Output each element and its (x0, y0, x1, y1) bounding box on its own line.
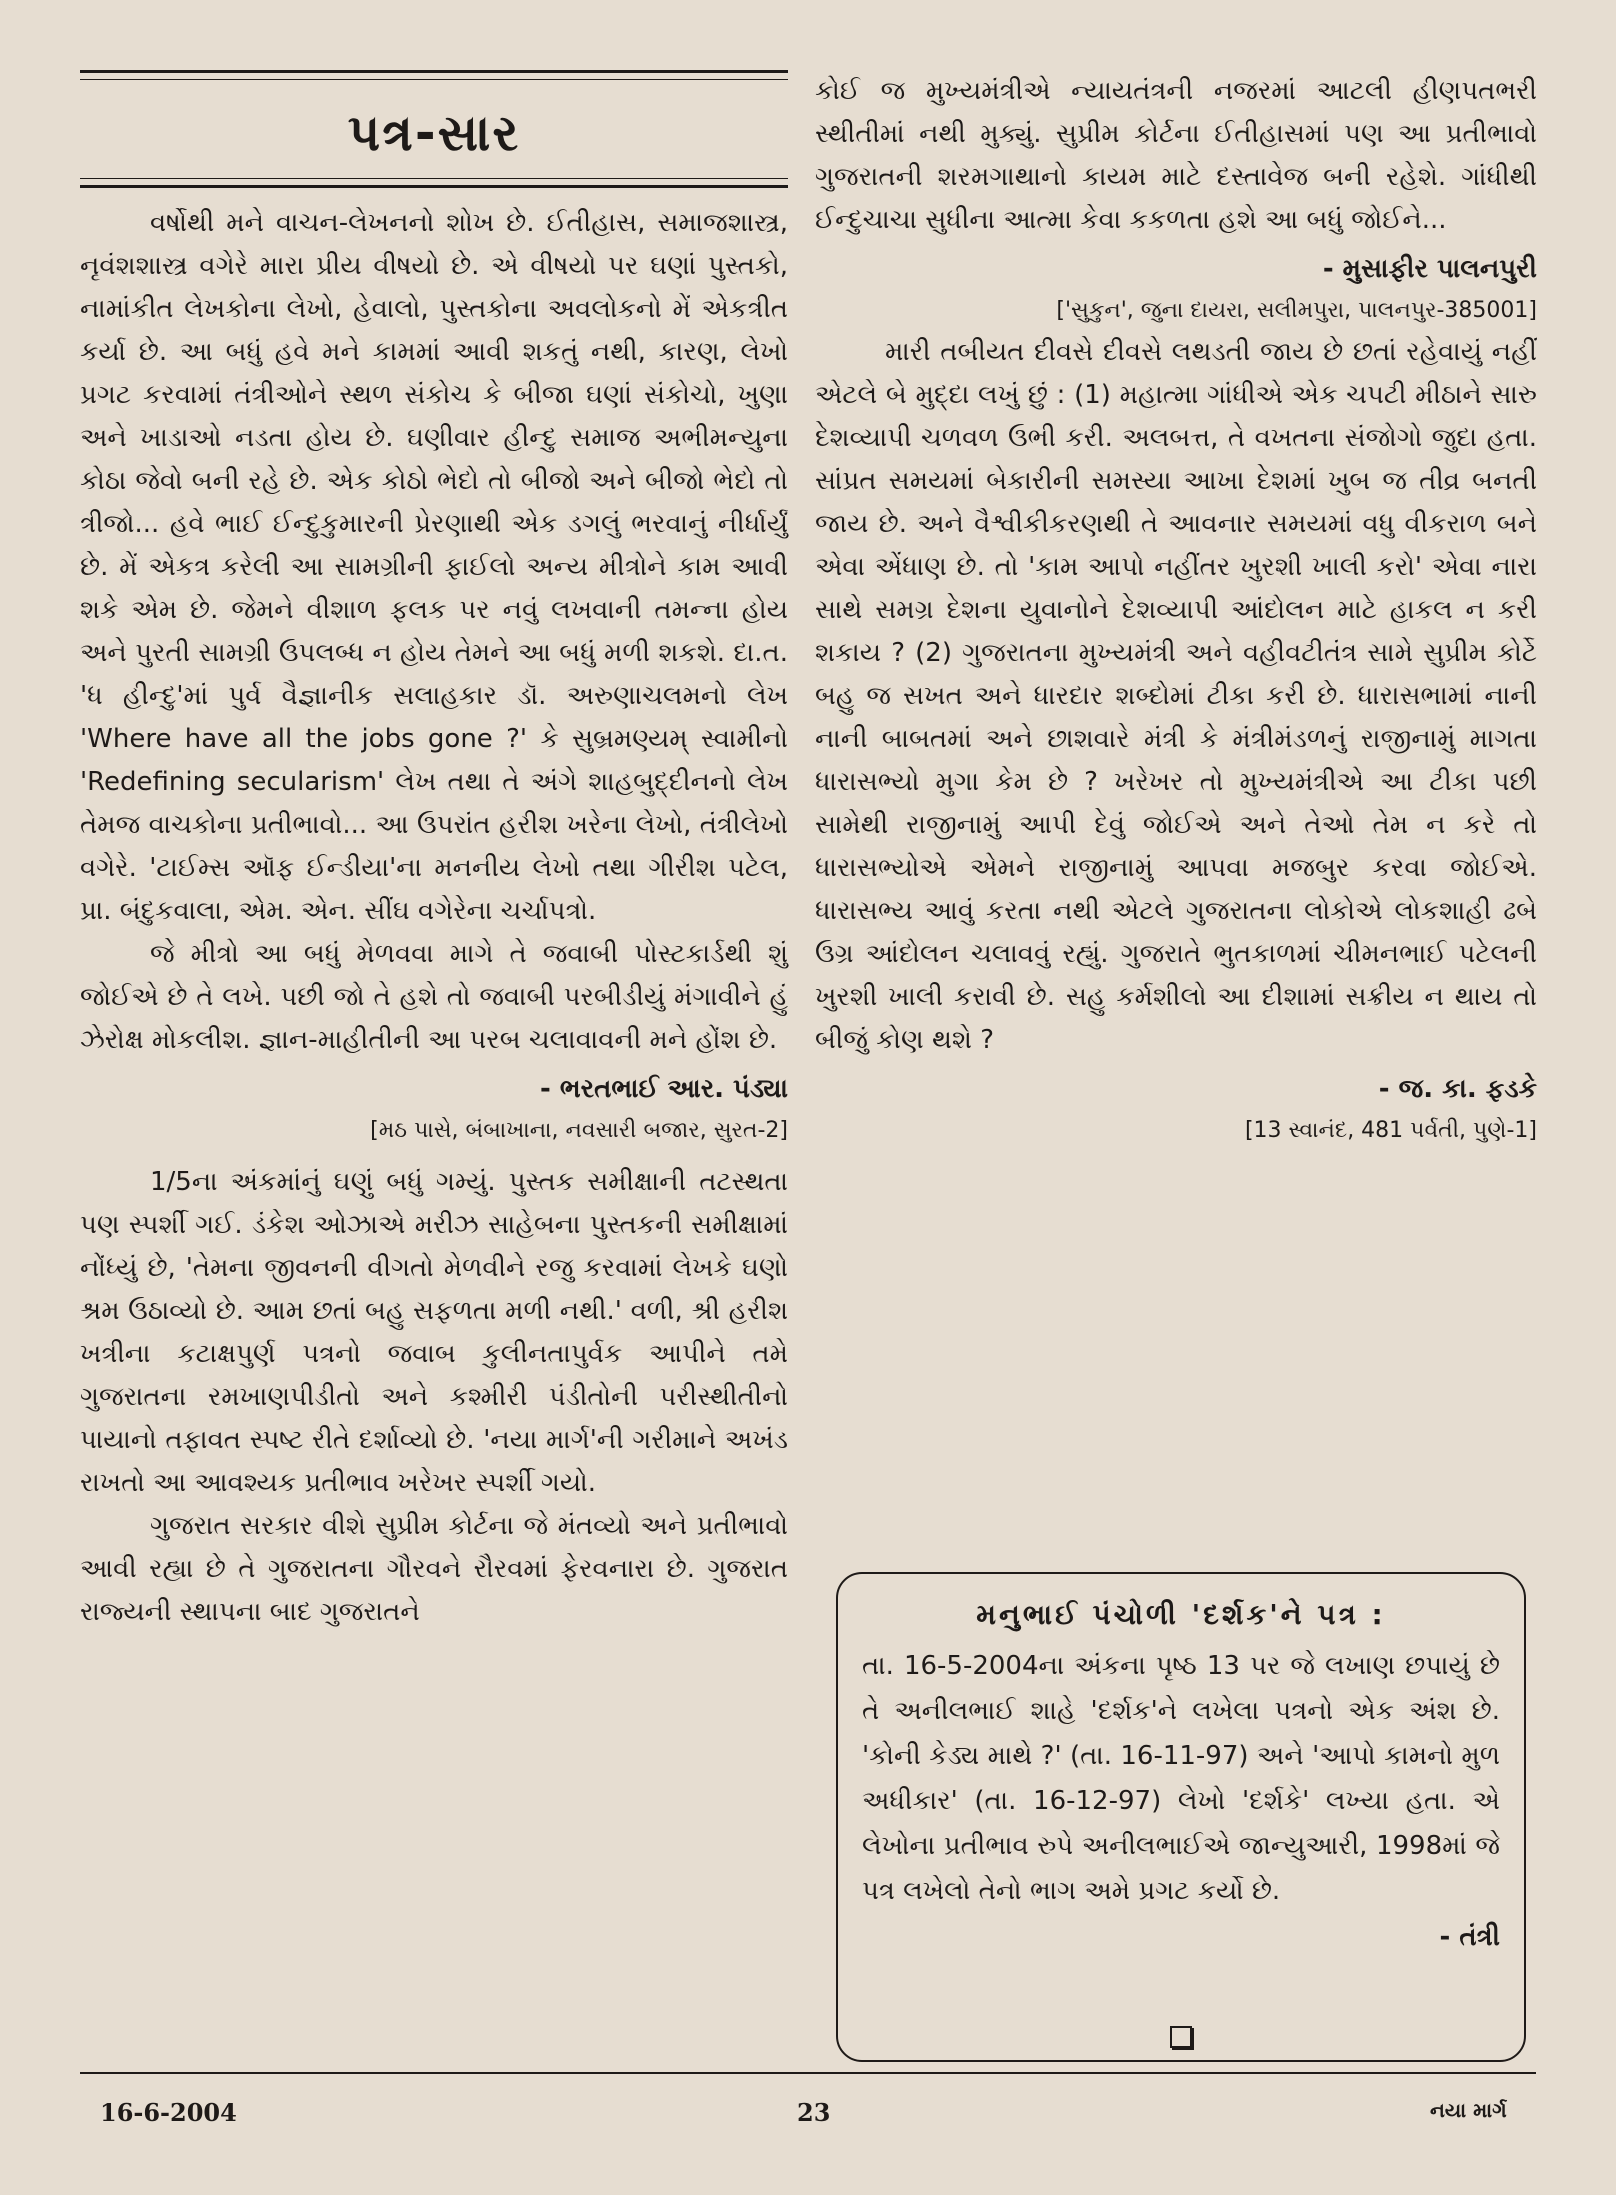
page-title: પત્ર-સાર (347, 104, 521, 162)
letter-3-body: મારી તબીયત દીવસે દીવસે લથડતી જાય છે છતાં રહેવાયું નહીં એટલે બે મુદ્દા લખું છું : (1) મહાત્મા ગાંધીએ એક ચપટી મીઠાને સારુ દેશવ્યાપી ચળવળ ઉભી કરી. અલબત્ત, તે વખતના સંજોગો જુદા હતા. સાંપ્રત સમયમાં બેકારીની સમસ્યા આખા દેશમાં ખુબ જ તીવ્ર બનતી જાય છે. અને વૈશ્વીકીકરણથી તે આવનાર સમયમાં વધુ વીકરાળ બને એવા એંધાણ છે. તો 'કામ આપો નહીંતર ખુરશી ખાલી કરો' એવા નારા સાથે સમગ્ર દેશના યુવાનોને દેશવ્યાપી આંદોલન માટે હાકલ ન કરી શકાય ? (2) ગુજરાતના મુખ્યમંત્રી અને વહીવટીતંત્ર સામે સુપ્રીમ કોર્ટે બહુ જ સખત અને ધારદાર શબ્દોમાં ટીકા કરી છે. ધારાસભામાં નાની નાની બાબતમાં અને છાશવારે મંત્રી કે મંત્રીમંડળનું રાજીનામું માગતા ધારાસભ્યો મુગા કેમ છે ? ખરેખર તો મુખ્યમંત્રીએ આ ટીકા પછી સામેથી રાજીનામું આપી દેવું જોઈએ અને તેઓ તેમ ન કરે તો ધારાસભ્યોએ એમને રાજીનામું આપવા મજબુર કરવા જોઈએ. ધારાસભ્ય આવું કરતા નથી એટલે ગુજરાતના લોકોએ લોકશાહી ઢબે ઉગ્ર આંદોલન ચલાવવું રહ્યું. ગુજરાતે ભુતકાળમાં ચીમનભાઈ પટેલની ખુરશી ખાલી કરાવી છે. સહુ કર્મશીલો આ દીશામાં સક્રીય ન થાય તો બીજું કોણ થશે ? (815, 337, 1537, 1055)
editor-note-signature: - તંત્રી (1439, 1922, 1500, 1952)
publication-name: નયા માર્ગ (1430, 2098, 1507, 2122)
letter-1-address: [મઠ પાસે, બંબાખાના, નવસારી બજાર, સુરત-2] (370, 1118, 788, 1143)
letter-2-address: ['સુકુન', જુના દાયરા, સલીમપુરા, પાલનપુર-385001] (1056, 298, 1537, 323)
headline-bottom-rule-thin (80, 178, 788, 179)
editor-note-title: મનુભાઈ પંચોળી 'દર્શક'ને પત્ર : (976, 1598, 1386, 1631)
footer-date: 16-6-2004 (100, 2098, 237, 2127)
letter-2-continuation: કોઈ જ મુખ્યમંત્રીએ ન્યાયતંત્રની નજરમાં આટલી હીણપતભરી સ્થીતીમાં નથી મુક્યું. સુપ્રીમ કોર્ટના ઈતીહાસમાં પણ આ પ્રતીભાવો ગુજરાતની શરમગાથાનો કાયમ માટે દસ્તાવેજ બની રહેશે. ગાંધીથી ઈન્દુચાચા સુધીના આત્મા કેવા કકળતા હશે આ બધું જોઈને... (815, 76, 1537, 235)
letter-2-paragraph-1: 1/5ના અંકમાંનું ઘણું બધું ગમ્યું. પુસ્તક સમીક્ષાની તટસ્થતા પણ સ્પર્શી ગઈ. ડંકેશ ઓઝાએ મરીઝ સાહેબના પુસ્તકની સમીક્ષામાં નોંધ્યું છે, 'તેમના જીવનની વીગતો મેળવીને રજુ કરવામાં લેખકે ઘણો શ્રમ ઉઠાવ્યો છે. આમ છતાં બહુ સફળતા મળી નથી.' વળી, શ્રી હરીશ ખત્રીના કટાક્ષપુર્ણ પત્રનો જવાબ કુલીનતાપુર્વક આપીને તમે ગુજરાતના રમખાણપીડીતો અને કશ્મીરી પંડીતોની પરીસ્થીતીનો પાયાનો તફાવત સ્પષ્ટ રીતે દર્શાવ્યો છે. 'નયા માર્ગ'ની ગરીમાને અખંડ રાખતો આ આવશ્યક પ્રતીભાવ ખરેખર સ્પર્શી ગયો. (80, 1167, 788, 1498)
editor-note-body: તા. 16-5-2004ના અંકના પૃષ્ઠ 13 પર જે લખાણ છપાયું છે તે અનીલભાઈ શાહે 'દર્શક'ને લખેલા પત્રનો એક અંશ છે. 'કોની કેડ્ય માથે ?' (તા. 16-11-97) અને 'આપો કામનો મુળ અધીકાર' (તા. 16-12-97) લેખો 'દર્શકે' લખ્યા હતા. એ લેખોના પ્રતીભાવ રુપે અનીલભાઈએ જાન્યુઆરી, 1998માં જે પત્ર લખેલો તેનો ભાગ અમે પ્રગટ કર્યો છે. (862, 1651, 1500, 1906)
headline-top-rule (80, 70, 788, 73)
headline-top-rule-thin (80, 79, 788, 80)
page-number: 23 (797, 2098, 831, 2127)
right-column (815, 70, 1537, 1161)
footer-rule (80, 2072, 1536, 2074)
editor-note-box (836, 1572, 1526, 2062)
letter-1-signature: - ભરતભાઈ આર. પંડ્યા (540, 1074, 788, 1104)
headline-bottom-rule (80, 185, 788, 188)
letter-2-signature: - મુસાફીર પાલનપુરી (1322, 254, 1537, 284)
letter-3-address: [13 સ્વાનંદ, 481 પર્વતી, પુણે-1] (1244, 1118, 1537, 1143)
letter-3-signature: - જ. કા. ફડકે (1378, 1074, 1537, 1104)
letter-1-paragraph-1: વર્ષોથી મને વાચન-લેખનનો શોખ છે. ઈતીહાસ, સમાજશાસ્ત્ર, નૃવંશશાસ્ત્ર વગેરે મારા પ્રીય વીષયો છે. એ વીષયો પર ઘણાં પુસ્તકો, નામાંકીત લેખકોના લેખો, હેવાલો, પુસ્તકોના અવલોકનો મેં એકત્રીત કર્યા છે. આ બધું હવે મને કામમાં આવી શકતું નથી, કારણ, લેખો પ્રગટ કરવામાં તંત્રીઓને સ્થળ સંકોચ કે બીજા ઘણાં સંકોચો, ખુણા અને ખાડાઓ નડતા હોય છે. ઘણીવાર હીન્દુ સમાજ અભીમન્યુના કોઠા જેવો બની રહે છે. એક કોઠો ભેદો તો બીજો અને બીજો ભેદો તો ત્રીજો... હવે ભાઈ ઈન્દુકુમારની પ્રેરણાથી એક ડગલું ભરવાનું નીર્ધાર્યું છે. મેં એકત્ર કરેલી આ સામગ્રીની ફાઈલો અન્ય મીત્રોને કામ આવી શકે એમ છે. જેમને વીશાળ ફલક પર નવું લખવાની તમન્ના હોય અને પુરતી સામગ્રી ઉપલબ્ધ ન હોય તેમને આ બધું મળી શકશે. દા.ત. 'ધ હીન્દુ'માં પુર્વ વૈજ્ઞાનીક સલાહકાર ડૉ. અરુણાચલમનો લેખ 'Where have all the jobs gone ?' કે સુબ્રમણ્યમ્ સ્વામીનો 'Redefining secularism' લેખ તથા તે અંગે શાહબુદ્દીનનો લેખ તેમજ વાચકોના પ્રતીભાવો... આ ઉપરાંત હરીશ ખરેના લેખો, તંત્રીલેખો વગેરે. 'ટાઈમ્સ ઑફ ઈન્ડીયા'ના મનનીય લેખો તથા ગીરીશ પટેલ, પ્રા. બંદુકવાલા, એમ. એન. સીંઘ વગેરેના ચર્ચાપત્રો. (80, 208, 788, 926)
letter-2-paragraph-2: ગુજરાત સરકાર વીશે સુપ્રીમ કોર્ટના જે મંતવ્યો અને પ્રતીભાવો આવી રહ્યા છે તે ગુજરાતના ગૌરવને રૌરવમાં ફેરવનારા છે. ગુજરાત રાજ્યની સ્થાપના બાદ ગુજરાતને (80, 1511, 788, 1627)
end-mark-icon (1170, 2026, 1192, 2048)
letter-1-paragraph-2: જે મીત્રો આ બધું મેળવવા માગે તે જવાબી પોસ્ટકાર્ડથી શું જોઈએ છે તે લખે. પછી જો તે હશે તો જવાબી પરબીડીયું મંગાવીને હું ઝેરોક્ષ મોકલીશ. જ્ઞાન-માહીતીની આ પરબ ચલાવાવની મને હોંશ છે. (80, 939, 788, 1055)
left-column (80, 70, 788, 1634)
